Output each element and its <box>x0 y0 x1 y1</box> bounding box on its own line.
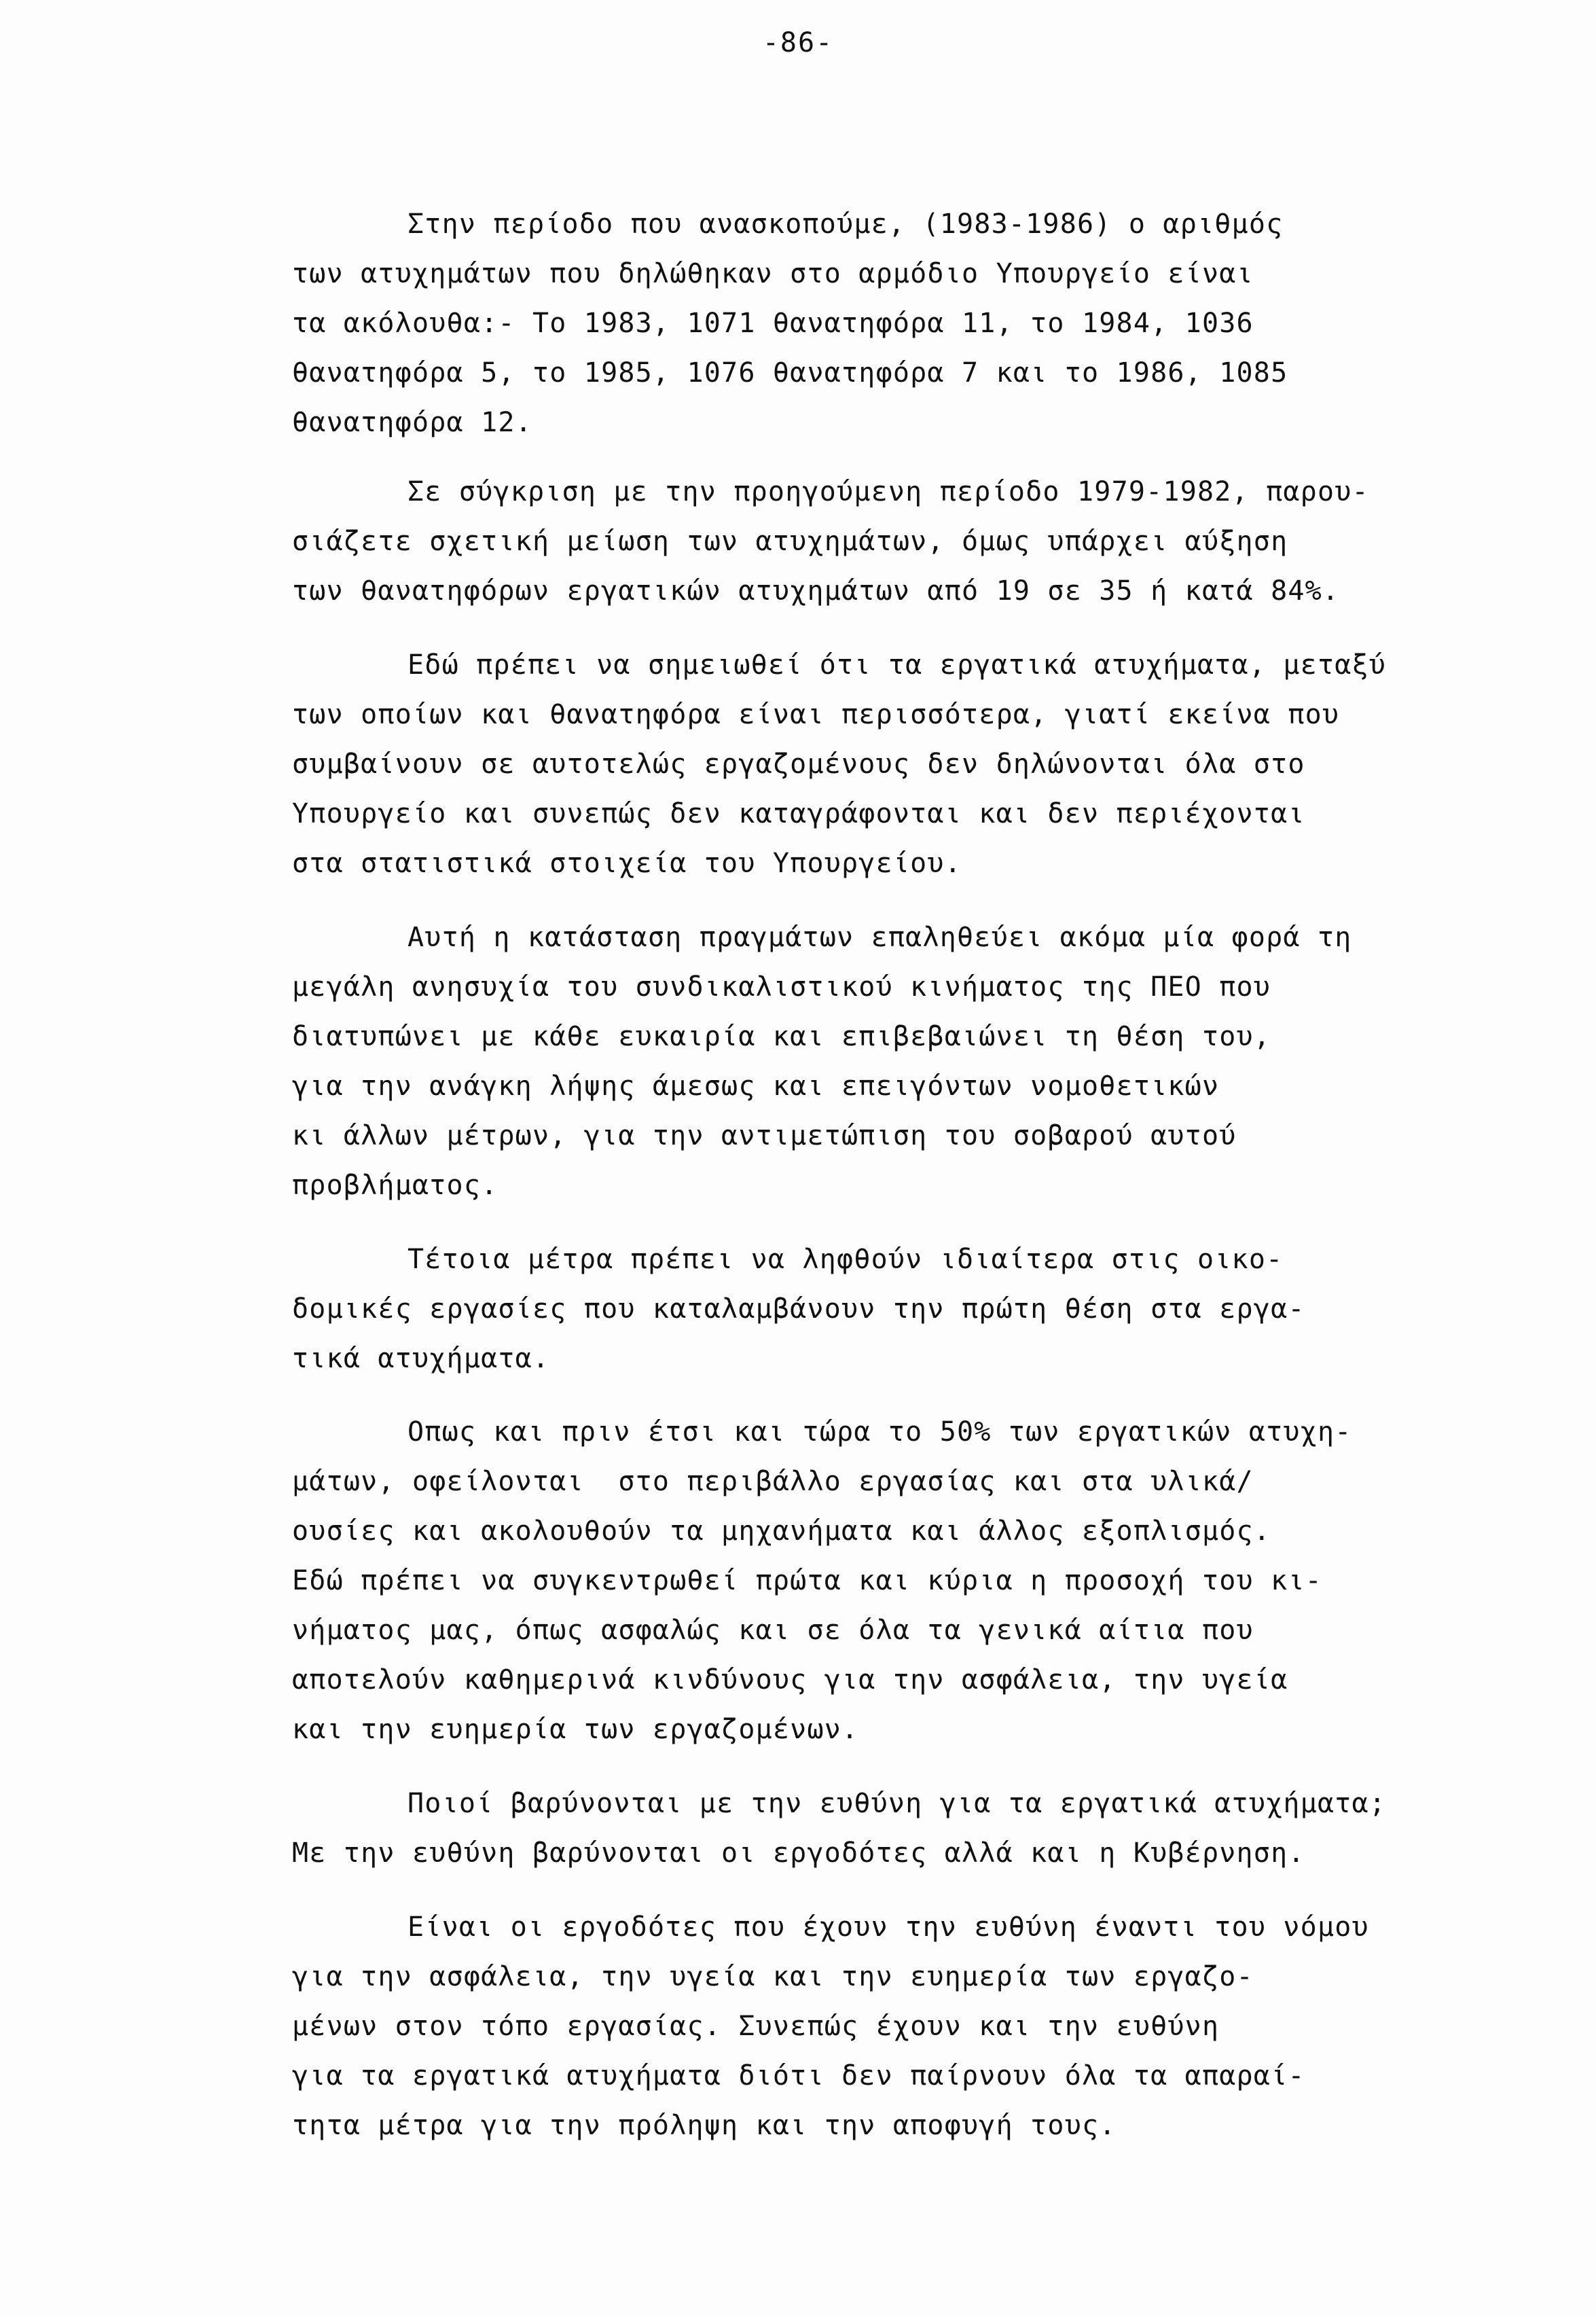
text-line: προβλήματος. <box>292 1170 498 1201</box>
text-line: αποτελούν καθημερινά κινδύνους για την ασφάλεια, την υγεία <box>292 1664 1288 1695</box>
text-line: σιάζετε σχετική μείωση των ατυχημάτων, όμως υπάρχει αύξηση <box>292 526 1288 557</box>
text-line: Τέτοια μέτρα πρέπει να ληφθούν ιδιαίτερα στις οικο- <box>407 1244 1284 1275</box>
text-line: κι άλλων μέτρων, για την αντιμετώπιση του σοβαρού αυτού <box>292 1120 1237 1151</box>
text-line: Αυτή η κατάσταση πραγμάτων επαληθεύει ακόμα μία φορά τη <box>407 922 1352 953</box>
text-line: θανατηφόρα 5, το 1985, 1076 θανατηφόρα 7 και το 1986, 1085 <box>292 357 1288 389</box>
text-line: και την ευημερία των εργαζομένων. <box>292 1714 859 1745</box>
text-line: συμβαίνουν σε αυτοτελώς εργαζομένους δεν δηλώνονται όλα στο <box>292 749 1305 780</box>
text-line: δομικές εργασίες που καταλαμβάνουν την πρώτη θέση στα εργα- <box>292 1293 1305 1325</box>
text-line: Οπως και πριν έτσι και τώρα το 50% των εργατικών ατυχη- <box>407 1416 1352 1448</box>
text-line: για την ανάγκη λήψης άμεσως και επειγόντων νομοθετικών <box>292 1071 1220 1102</box>
text-line: των θανατηφόρων εργατικών ατυχημάτων από 19 σε 35 ή κατά 84%. <box>292 575 1340 607</box>
text-line: τα ακόλουθα:- Το 1983, 1071 θανατηφόρα 11, το 1984, 1036 <box>292 308 1254 339</box>
text-line: των οποίων και θανατηφόρα είναι περισσότερα, γιατί εκείνα που <box>292 699 1340 730</box>
text-line: Σε σύγκριση με την προηγούμενη περίοδο 1979-1982, παρου- <box>407 476 1369 507</box>
text-line: Στην περίοδο που ανασκοπούμε, (1983-1986) ο αριθμός <box>407 209 1284 240</box>
text-line: Με την ευθύνη βαρύνονται οι εργοδότες αλλά και η Κυβέρνηση. <box>292 1837 1305 1869</box>
text-line: Εδώ πρέπει να συγκεντρωθεί πρώτα και κύρια η προσοχή του κι- <box>292 1565 1322 1596</box>
text-line: μάτων, οφείλονται στο περιβάλλο εργασίας και στα υλικά/ <box>292 1466 1254 1497</box>
text-line: μένων στον τόπο εργασίας. Συνεπώς έχουν και την ευθύνη <box>292 2011 1220 2042</box>
text-line: Είναι οι εργοδότες που έχουν την ευθύνη έναντι του νόμου <box>407 1912 1369 1943</box>
page-number: -86- <box>762 27 834 58</box>
text-line: θανατηφόρα 12. <box>292 407 532 438</box>
text-line: Ποιοί βαρύνονται με την ευθύνη για τα εργατικά ατυχήματα; <box>407 1788 1387 1819</box>
text-line: μεγάλη ανησυχία του συνδικαλιστικού κινήματος της ΠΕΟ που <box>292 971 1271 1003</box>
text-line: των ατυχημάτων που δηλώθηκαν στο αρμόδιο Υπουργείο είναι <box>292 258 1254 289</box>
text-line: τικά ατυχήματα. <box>292 1343 550 1374</box>
text-line: για τα εργατικά ατυχήματα διότι δεν παίρνουν όλα τα απαραί- <box>292 2060 1305 2092</box>
text-line: στα στατιστικά στοιχεία του Υπουργείου. <box>292 848 962 879</box>
text-line: διατυπώνει με κάθε ευκαιρία και επιβεβαιώνει τη θέση του, <box>292 1021 1271 1052</box>
text-line: ουσίες και ακολουθούν τα μηχανήματα και άλλος εξοπλισμός. <box>292 1515 1271 1547</box>
text-line: τητα μέτρα για την πρόληψη και την αποφυγή τους. <box>292 2110 1117 2141</box>
text-line: για την ασφάλεια, την υγεία και την ευημερία των εργαζο- <box>292 1961 1254 1992</box>
text-line: Εδώ πρέπει να σημειωθεί ότι τα εργατικά ατυχήματα, μεταξύ <box>407 649 1387 681</box>
text-line: νήματος μας, όπως ασφαλώς και σε όλα τα γενικά αίτια που <box>292 1615 1254 1646</box>
text-line: Υπουργείο και συνεπώς δεν καταγράφονται και δεν περιέχονται <box>292 798 1305 829</box>
